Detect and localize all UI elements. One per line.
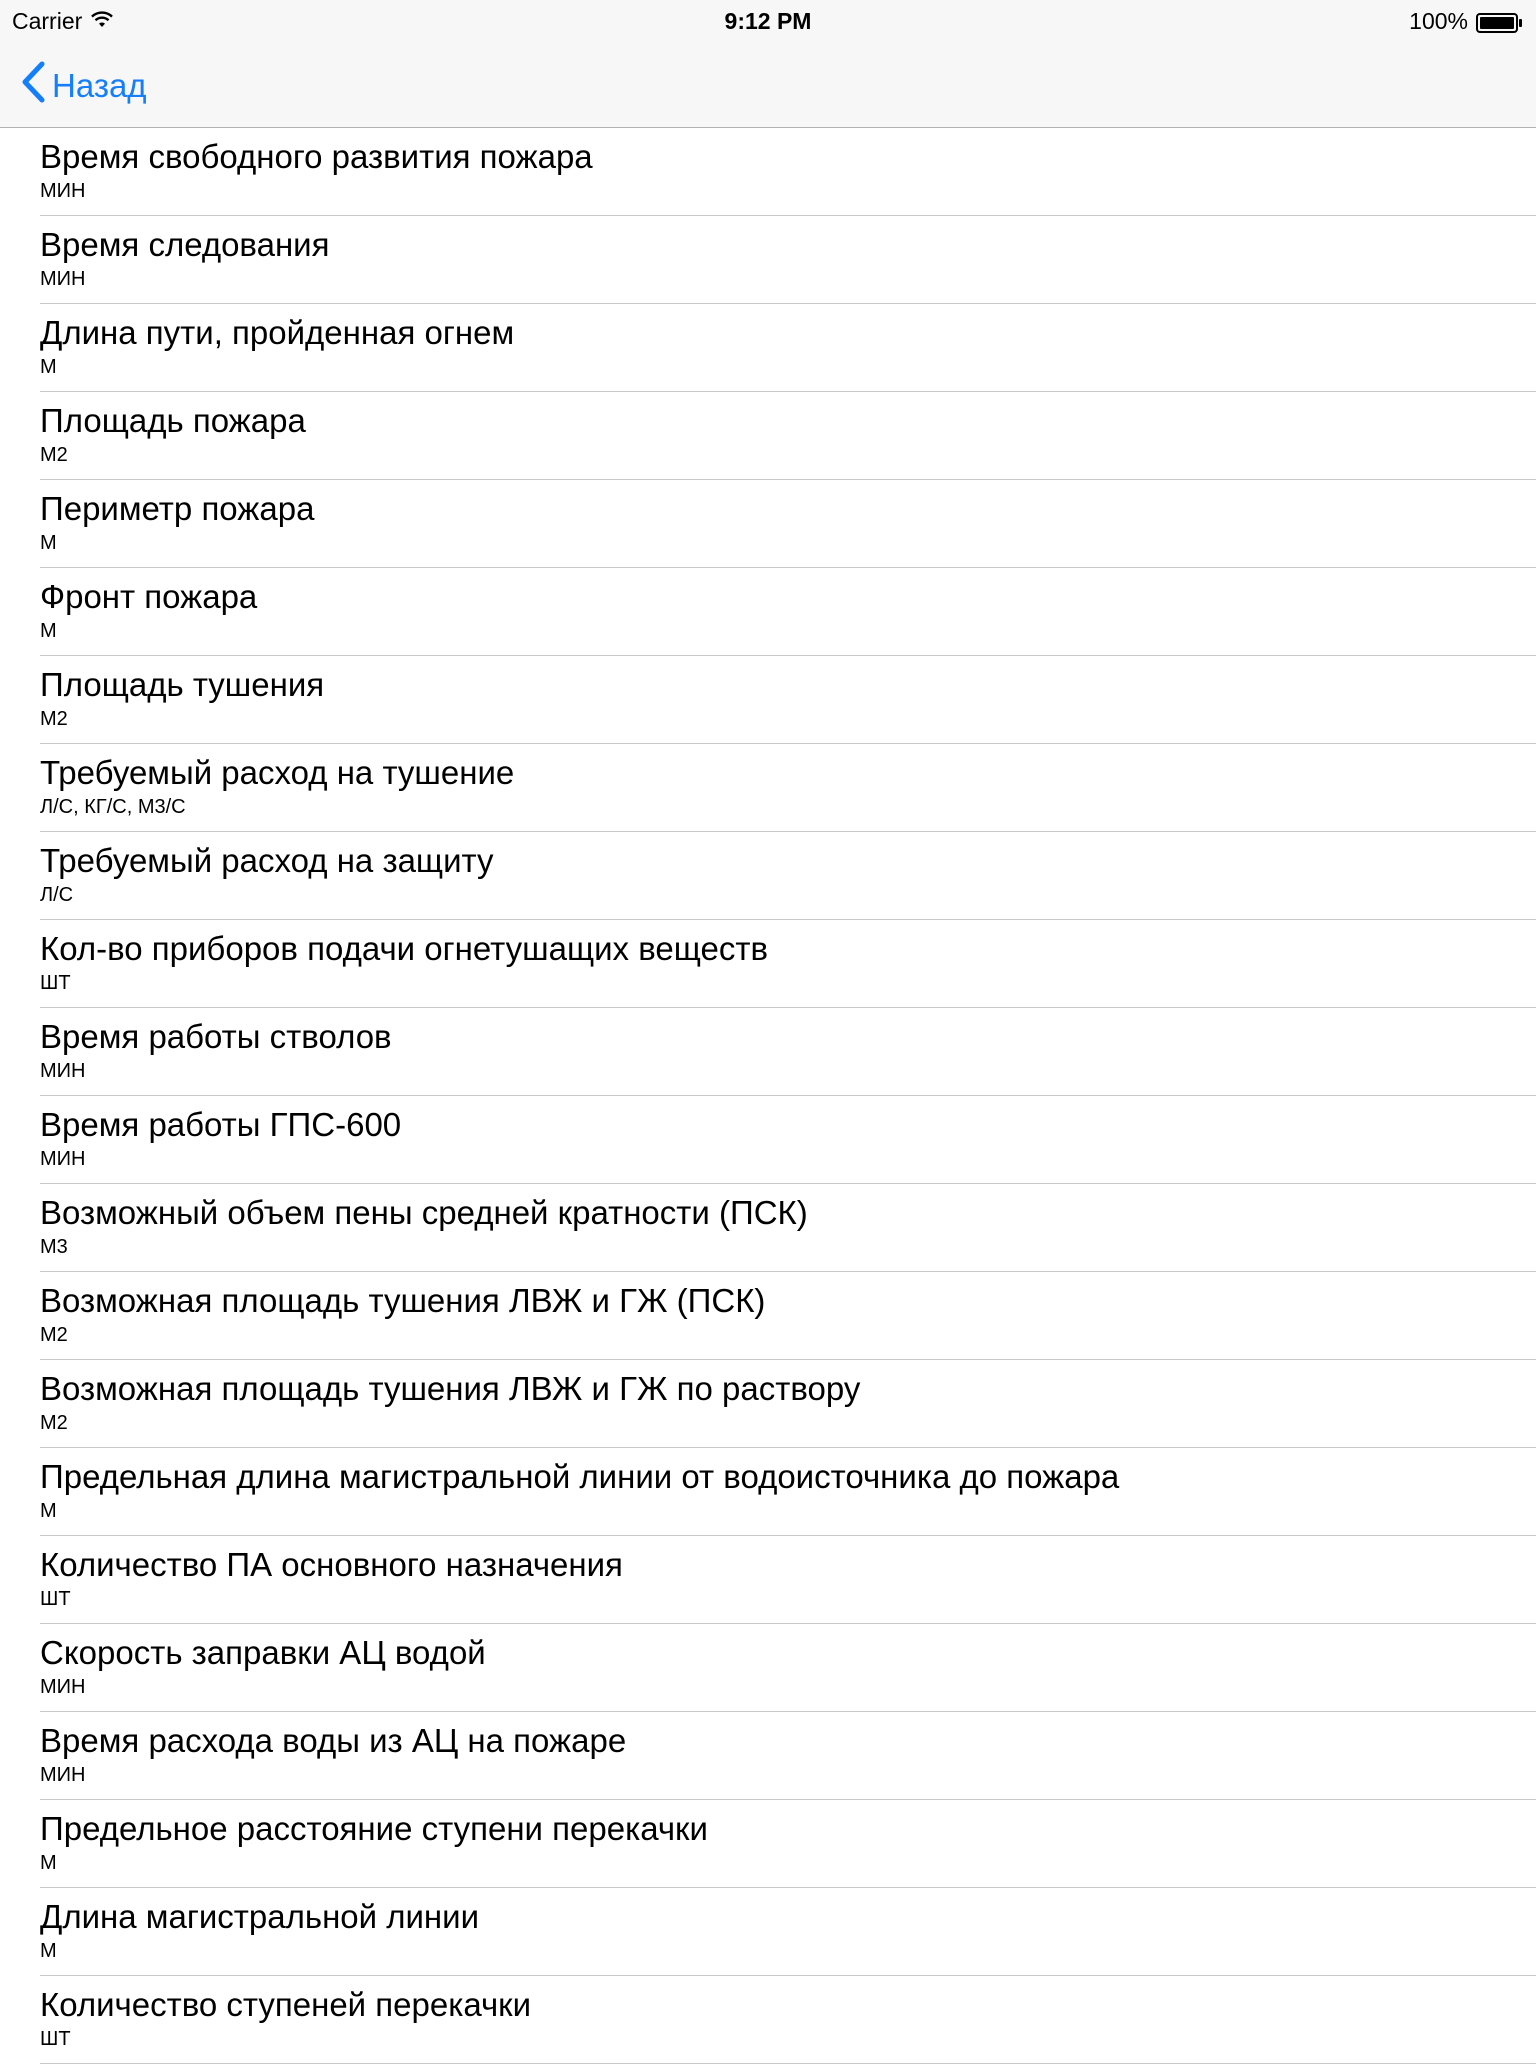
list-item[interactable] [0,128,1536,216]
list-item-unit: ШТ [40,2028,71,2050]
status-time: 9:12 PM [724,8,812,34]
list-item-unit: М [40,1500,57,1522]
list-item[interactable] [0,1888,1536,1976]
list-item[interactable] [0,1096,1536,1184]
back-button[interactable] [20,60,147,112]
list-item-title: Предельная длина магистральной линии от водоисточника до пожара [40,1458,1120,1495]
list-item[interactable] [0,480,1536,568]
list-item-unit: М [40,532,57,554]
list-item-title: Площадь тушения [40,666,325,703]
carrier-label: Carrier [12,8,83,34]
list-item-unit: М [40,1852,57,1874]
list-item-title: Время следования [40,226,330,263]
list-item-unit: МИН [40,180,86,202]
list-item-title: Длина магистральной линии [40,1898,480,1935]
list-item-unit: Л/С [40,884,74,906]
list-item-unit: М [40,620,57,642]
list-item[interactable] [0,1272,1536,1360]
list-item[interactable] [0,1448,1536,1536]
list-item-unit: МИН [40,268,86,290]
list-item-title: Фронт пожара [40,578,258,615]
list-item-unit: М [40,356,57,378]
list-item-unit: МИН [40,1148,86,1170]
battery-icon [1476,12,1524,32]
list-item[interactable] [0,1008,1536,1096]
list-item[interactable] [0,832,1536,920]
list-item-title: Требуемый расход на защиту [40,842,494,879]
list-item[interactable] [0,1536,1536,1624]
navigation-bar [0,40,1536,128]
list-item[interactable] [0,1624,1536,1712]
list-item-title: Количество ПА основного назначения [40,1546,623,1583]
list-item[interactable] [0,568,1536,656]
list-item-unit: МИН [40,1764,86,1786]
list-item-title: Время работы стволов [40,1018,392,1055]
status-bar [0,0,1536,40]
list-item-title: Количество ступеней перекачки [40,1986,532,2023]
list-item-title: Периметр пожара [40,490,315,527]
list-item[interactable] [0,656,1536,744]
top-bar [0,0,1536,128]
list-item-title: Площадь пожара [40,402,306,439]
list-item[interactable] [0,1360,1536,1448]
status-right [1409,8,1524,35]
list-item-unit: МИН [40,1060,86,1082]
list-item-title: Возможная площадь тушения ЛВЖ и ГЖ по раствору [40,1370,861,1407]
list-item-title: Кол-во приборов подачи огнетушащих веществ [40,930,768,967]
list-item[interactable] [0,1800,1536,1888]
list-item-title: Требуемый расход на тушение [40,754,515,791]
list-item-unit: М2 [40,1324,68,1346]
list-item-unit: МИН [40,1676,86,1698]
list-item-title: Время свободного развития пожара [40,138,593,175]
list-item-title: Возможная площадь тушения ЛВЖ и ГЖ (ПСК) [40,1282,766,1319]
list-item-unit: Л/С, КГ/С, М3/С [40,796,186,818]
list-item-title: Время расхода воды из АЦ на пожаре [40,1722,627,1759]
list-item-unit: М2 [40,708,68,730]
list-item[interactable] [0,744,1536,832]
list-item-unit: М [40,1940,57,1962]
list-item[interactable] [0,1712,1536,1800]
battery-percent: 100% [1409,8,1468,34]
list-item-unit: ШТ [40,1588,71,1610]
list-item[interactable] [0,304,1536,392]
back-button-label: Назад [52,67,147,104]
list-item-title: Длина пути, пройденная огнем [40,314,515,351]
list-item-title: Возможный объем пены средней кратности (ПСК) [40,1194,808,1231]
list-item-unit: М3 [40,1236,68,1258]
list-item[interactable] [0,1184,1536,1272]
list-item[interactable] [0,920,1536,1008]
list-item-title: Время работы ГПС-600 [40,1106,402,1143]
list-item[interactable] [0,1976,1536,2064]
list-item-unit: ШТ [40,972,71,994]
list-item[interactable] [0,216,1536,304]
list-item[interactable] [0,392,1536,480]
list-item-unit: М2 [40,444,68,466]
list-item-title: Скорость заправки АЦ водой [40,1634,486,1671]
list-item-unit: М2 [40,1412,68,1434]
chevron-left-icon [20,60,46,112]
calculations-list [0,128,1536,2064]
list-item-title: Предельное расстояние ступени перекачки [40,1810,708,1847]
